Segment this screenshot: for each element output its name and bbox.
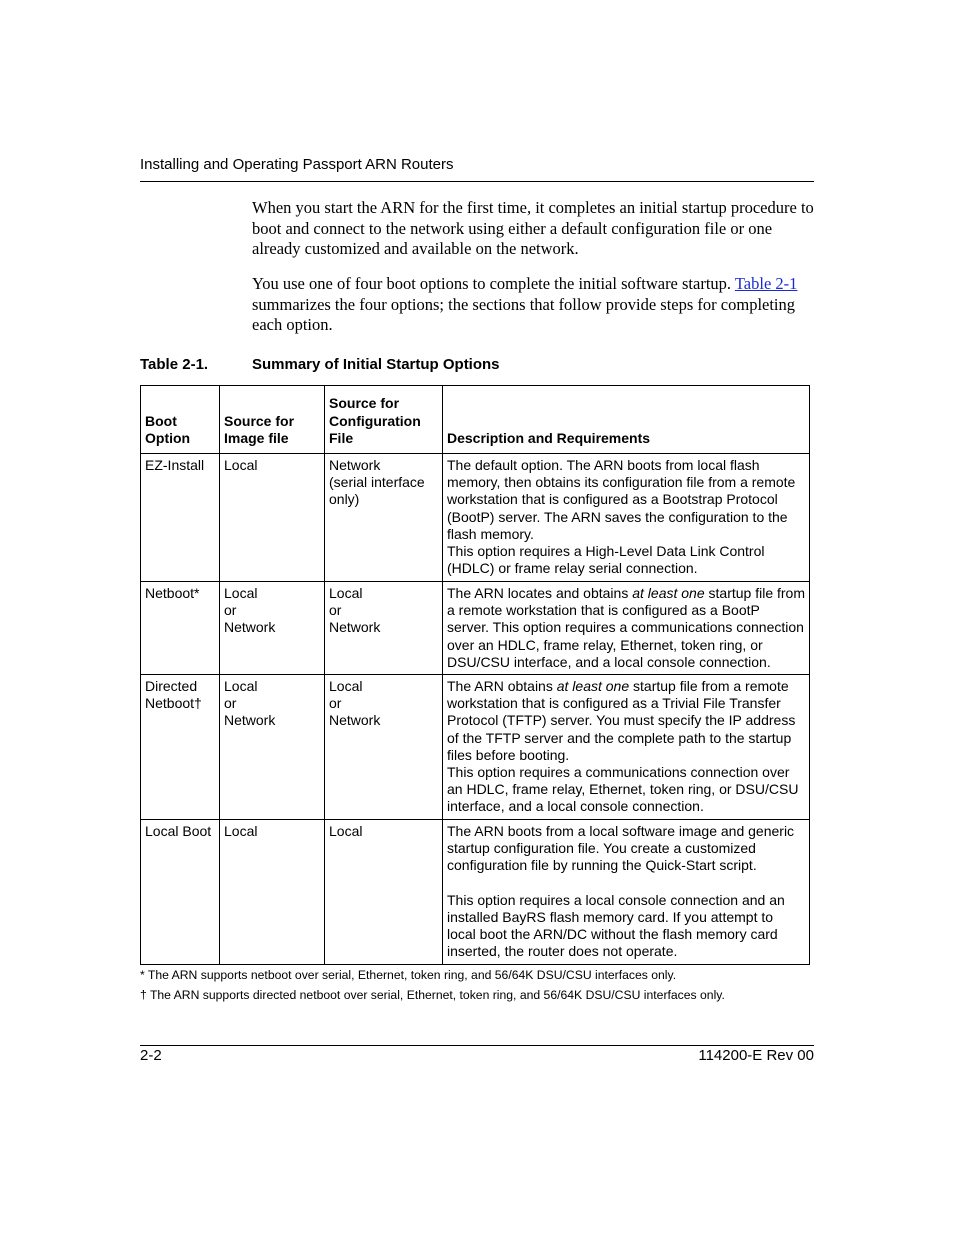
header-source-config: Source for Configuration File <box>325 386 443 454</box>
description-text: The ARN locates and obtains <box>447 585 629 601</box>
footnote-netboot: * The ARN supports netboot over serial, Ethernet, token ring, and 56/64K DSU/CSU interfaces only. <box>140 968 677 982</box>
description-text: The ARN obtains <box>447 678 553 695</box>
description-text: startup file from a remote workstation that is configured as a Trivial File Transfer Protocol (TFTP) server. You must specify the IP address of the TFTP server and the complete path to the startup files before booting. <box>447 678 796 763</box>
table-caption-number: Table 2-1. <box>140 356 209 373</box>
cell-boot-option: EZ-Install <box>141 454 220 582</box>
table-header-row <box>141 386 810 454</box>
cell-source-config: Local or Network <box>325 582 443 675</box>
description-paragraph: This option requires a communications connection over an HDLC, frame relay, Ethernet, token ring, or DSU/CSU interface, and a local console connection. <box>447 764 799 815</box>
header-rule <box>140 181 814 182</box>
running-header: Installing and Operating Passport ARN Routers <box>140 156 454 173</box>
document-number: 114200-E Rev 00 <box>698 1047 814 1064</box>
table-2-1-link[interactable]: Table 2-1 <box>734 274 798 293</box>
cell-source-config: Local <box>325 820 443 965</box>
options-paragraph <box>252 274 814 336</box>
cell-source-image: Local <box>220 820 325 965</box>
cell-boot-option: Local Boot <box>141 820 220 965</box>
options-paragraph-text-2: summarizes the four options; the sections that follow provide steps for completing each option. <box>252 294 796 334</box>
cell-boot-option: Netboot* <box>141 582 220 675</box>
cell-description <box>443 820 810 965</box>
cell-description <box>443 675 810 820</box>
cell-boot-option: Directed Netboot† <box>141 675 220 820</box>
startup-options-table <box>140 385 810 965</box>
table-row <box>141 675 810 820</box>
header-description: Description and Requirements <box>443 386 810 454</box>
description-paragraph <box>447 678 805 764</box>
footer-rule <box>140 1045 814 1046</box>
cell-source-config: Local or Network <box>325 675 443 820</box>
cell-source-image: Local <box>220 454 325 582</box>
cell-description <box>443 582 810 675</box>
description-text: startup file from a remote workstation that is configured as a BootP server. This option requires a communications connection over an HDLC, frame relay, Ethernet, token ring, or DSU/CSU interface, and a local console connection. <box>447 585 805 670</box>
cell-source-image: Local or Network <box>220 582 325 675</box>
cell-source-image: Local or Network <box>220 675 325 820</box>
footnote-directed-netboot: † The ARN supports directed netboot over serial, Ethernet, token ring, and 56/64K DSU/CSU interfaces only. <box>140 988 725 1002</box>
description-paragraph: The ARN boots from a local software image and generic startup configuration file. You create a customized configuration file by running the Quick-Start script. <box>447 823 795 874</box>
description-paragraph: The default option. The ARN boots from local flash memory, then obtains its configuration file from a remote workstation that is configured as a Bootstrap Protocol (BootP) server. The ARN saves the configuration to the flash memory. <box>447 457 796 542</box>
description-paragraph: This option requires a High-Level Data Link Control (HDLC) or frame relay serial connection. <box>447 543 765 577</box>
cell-source-config: Network (serial interface only) <box>325 454 443 582</box>
intro-paragraph: When you start the ARN for the first time, it completes an initial startup procedure to boot and connect to the network using either a default configuration file or one already customized and available on the network. <box>252 198 814 258</box>
table-row <box>141 582 810 675</box>
cell-description <box>443 454 810 582</box>
header-boot-option: Boot Option <box>141 386 220 454</box>
options-paragraph-text-1: You use one of four boot options to complete the initial software startup. <box>252 274 732 293</box>
description-emphasis: at least one <box>556 678 630 695</box>
table-row <box>141 820 810 965</box>
header-source-image: Source for Image file <box>220 386 325 454</box>
table-row <box>141 454 810 582</box>
table-caption-title: Summary of Initial Startup Options <box>252 356 500 373</box>
page-number: 2-2 <box>140 1047 162 1064</box>
description-emphasis: at least one <box>632 585 705 601</box>
description-paragraph: This option requires a local console connection and an installed BayRS flash memory card. If you attempt to local boot the ARN/DC without the flash memory card inserted, the router does not operate. <box>447 891 785 960</box>
